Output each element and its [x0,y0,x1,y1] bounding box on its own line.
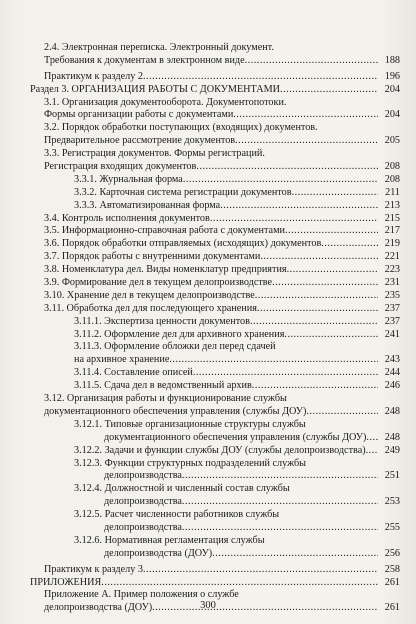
toc-entry [30,277,400,290]
toc-entry-title: Приложение А. Пример положения о службе [44,589,239,601]
toc-entry [30,535,400,548]
toc-entry-title: 3.7. Порядок работы с внутренними документами ..... [44,251,378,264]
toc-entry-title: 3.11.4. Составление описей ..... [74,367,378,380]
toc-entry-title: документационного обеспечения управления (службы ДОУ) ..... [104,432,378,445]
toc-entry-title: 3.4. Контроль исполнения документов ..... [44,213,378,226]
toc-entry-title: делопроизводства (ДОУ) ..... [44,602,378,615]
toc-entry-title: Формы организации работы с документами ..... [44,109,378,122]
toc-entry-title: Регистрация входящих документов ..... [44,161,378,174]
toc-entry [30,264,400,277]
toc-entry-title: 3.11.5. Сдача дел в ведомственный архив ..... [74,380,378,393]
toc-entry-title: 3.12.5. Расчет численности работников службы [74,509,280,521]
toc-entry [30,303,400,316]
toc-entry-page: 243 [384,354,400,366]
toc-entry-title: 3.3.1. Журнальная форма ..... [74,174,378,187]
toc-entry [30,577,400,590]
toc-entry [30,71,400,84]
toc-entry [30,509,400,522]
toc-entry [30,496,400,509]
toc-entry-page: 246 [384,380,400,392]
toc-entry-title: 3.11. Обработка дел для последующего хранения ..... [44,303,378,316]
toc-entry-title: 3.11.2. Оформление дел для архивного хранения ..... [74,329,378,342]
toc-entry-page: 237 [384,302,400,314]
toc-entry [30,470,400,483]
toc-entry-page: 241 [384,328,400,340]
toc-entry [30,42,400,55]
toc-entry [30,329,400,342]
toc-entry-page: 261 [384,602,400,614]
toc-entry-title: 3.8. Номенклатура дел. Виды номенклатур предприятия ..... [44,264,378,277]
toc-entry [30,419,400,432]
toc-entry [30,367,400,380]
toc-entry [30,84,400,97]
toc-entry [30,251,400,264]
toc-entry [30,135,400,148]
toc-entry [30,161,400,174]
toc-entry-page: 256 [384,547,400,559]
toc-entry-page: 217 [384,225,400,237]
toc-entry [30,97,400,110]
toc-entry [30,213,400,226]
toc-entry [30,200,400,213]
toc-entry-title: 3.5. Информационно-справочная работа с документами ..... [44,225,378,238]
toc-entry-page: 205 [384,135,400,147]
toc-entry-page: 215 [384,212,400,224]
toc-entry-page: 221 [384,251,400,263]
toc-entry-title: Раздел 3. ОРГАНИЗАЦИЯ РАБОТЫ С ДОКУМЕНТАМИ ..... [30,84,378,97]
toc-entry-page: 255 [384,521,400,533]
toc-entry [30,174,400,187]
toc-entry [30,55,400,68]
toc-entry-title: 3.11.1. Экспертиза ценности документов ..... [74,316,378,329]
toc-entry [30,316,400,329]
toc-entry [30,354,400,367]
toc-entry [30,238,400,251]
toc-entry-page: 204 [384,109,400,121]
toc-entry-title: на архивное хранение ..... [74,354,378,367]
toc-entry [30,290,400,303]
toc-entry-title: 3.1. Организация документооборота. Документопотоки. [44,96,287,108]
toc-entry [30,522,400,535]
toc-entry-title: делопроизводства ..... [104,522,378,535]
toc-entry-title: 3.6. Порядок обработки отправляемых (исходящих) документов ..... [44,238,378,251]
toc-entry [30,187,400,200]
toc-entry-title: 3.12.6. Нормативная регламентация службы [74,534,265,546]
toc-entry-page: 196 [384,70,400,82]
toc-entry-page: 211 [385,186,400,198]
toc-entry-title: ПРИЛОЖЕНИЯ ..... [30,577,378,590]
toc-entry [30,564,400,577]
toc-entry-title: 3.12.1. Типовые организационные структуры службы [74,418,306,430]
toc-entry-page: 213 [384,199,400,211]
toc-entry-title: 3.3. Регистрация документов. Формы регистраций. [44,148,265,160]
toc-entry-title: 3.9. Формирование дел в текущем делопроизводстве ..... [44,277,378,290]
toc-entry [30,406,400,419]
toc-entry [30,225,400,238]
toc-entry [30,458,400,471]
toc-entry-title: Практикум к разделу 2 ..... [44,71,378,84]
toc-entry-page: 208 [384,173,400,185]
toc-entry-page: 235 [384,289,400,301]
table-of-contents [30,42,400,615]
toc-entry-page: 237 [384,315,400,327]
toc-entry-title: 3.12. Организация работы и функционирование службы [44,393,287,405]
toc-entry-title: делопроизводства ..... [104,496,378,509]
toc-entry [30,122,400,135]
toc-entry-page: 248 [384,431,400,443]
toc-entry [30,432,400,445]
toc-entry-page: 223 [384,264,400,276]
toc-entry-page: 231 [384,277,400,289]
toc-entry-title: делопроизводства (ДОУ) ..... [104,548,378,561]
toc-entry-title: 3.12.2. Задачи и функции службы ДОУ (службы делопроизводства) ..... [74,445,378,458]
toc-entry-page: 251 [384,470,400,482]
toc-entry-page: 219 [384,238,400,250]
page-number: 300 [200,600,216,611]
toc-entry-page: 244 [384,367,400,379]
toc-entry-title: Практикум к разделу 3 ..... [44,564,378,577]
toc-entry-page: 188 [384,54,400,66]
toc-entry-page: 204 [384,83,400,95]
toc-entry-title: 3.12.3. Функции структурных подразделений службы [74,457,307,469]
toc-entry-title: документационного обеспечения управления (службы ДОУ) ..... [44,406,378,419]
toc-entry-title: 3.10. Хранение дел в текущем делопроизводстве ..... [44,290,378,303]
toc-entry-page: 208 [384,161,400,173]
toc-entry-title: 3.11.3. Оформление обложки дел перед сдачей [74,341,276,353]
toc-entry-title: 3.3.2. Карточная система регистрации документов ..... [74,187,378,200]
toc-entry [30,393,400,406]
toc-entry-title: Требования к документам в электронном виде ..... [44,55,378,68]
toc-entry-page: 258 [384,563,400,575]
toc-entry-page: 249 [384,444,400,456]
toc-entry [30,109,400,122]
toc-entry-page: 248 [384,405,400,417]
toc-entry [30,148,400,161]
toc-entry [30,341,400,354]
toc-entry-title: 3.3.3. Автоматизированная форма ..... [74,200,378,213]
toc-entry-title: делопроизводства ..... [104,470,378,483]
toc-entry-title: 3.12.4. Должностной и численный состав службы [74,483,290,495]
toc-entry-title: 3.2. Порядок обработки поступающих (входящих) документов. [44,122,318,134]
toc-entry [30,445,400,458]
toc-entry-page: 253 [384,496,400,508]
toc-entry-page: 261 [384,576,400,588]
toc-entry-title: 2.4. Электронная переписка. Электронный документ. [44,42,274,53]
toc-entry [30,483,400,496]
toc-entry [30,548,400,561]
toc-entry-title: Предварительное рассмотрение документов ..... [44,135,378,148]
toc-entry [30,380,400,393]
